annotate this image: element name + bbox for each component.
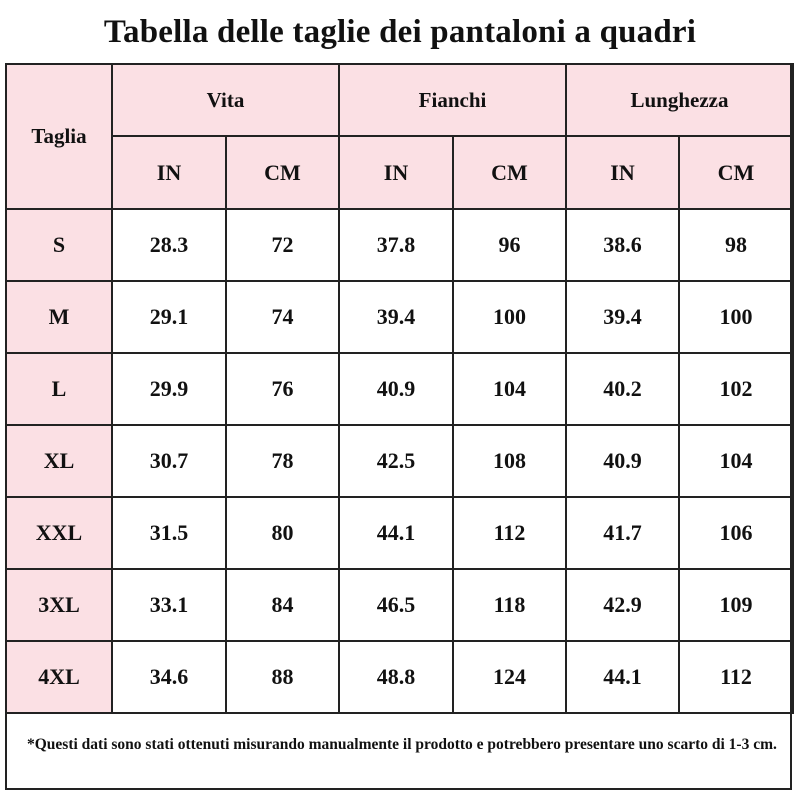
- measurement-cell: 104: [453, 353, 566, 425]
- measurement-cell: 80: [226, 497, 339, 569]
- unit-header: CM: [226, 136, 339, 209]
- measurement-cell: 41.7: [566, 497, 679, 569]
- measurement-cell: 76: [226, 353, 339, 425]
- measurement-cell: 29.9: [112, 353, 226, 425]
- table-outer-border: [5, 63, 792, 790]
- measurement-cell: 42.9: [566, 569, 679, 641]
- measurement-cell: 30.7: [112, 425, 226, 497]
- measurement-cell: 109: [679, 569, 793, 641]
- unit-header: CM: [453, 136, 566, 209]
- measurement-cell: 40.9: [339, 353, 453, 425]
- group-header-vita: Vita: [112, 64, 339, 136]
- measurement-cell: 29.1: [112, 281, 226, 353]
- unit-header: CM: [679, 136, 793, 209]
- size-label-cell: 4XL: [6, 641, 112, 713]
- size-label-cell: M: [6, 281, 112, 353]
- measurement-cell: 44.1: [566, 641, 679, 713]
- measurement-cell: 39.4: [566, 281, 679, 353]
- measurement-cell: 37.8: [339, 209, 453, 281]
- measurement-cell: 118: [453, 569, 566, 641]
- unit-header: IN: [339, 136, 453, 209]
- measurement-cell: 44.1: [339, 497, 453, 569]
- measurement-cell: 39.4: [339, 281, 453, 353]
- measurement-cell: 34.6: [112, 641, 226, 713]
- measurement-cell: 88: [226, 641, 339, 713]
- measurement-cell: 112: [679, 641, 793, 713]
- size-label-cell: 3XL: [6, 569, 112, 641]
- size-label-cell: S: [6, 209, 112, 281]
- measurement-cell: 78: [226, 425, 339, 497]
- measurement-cell: 98: [679, 209, 793, 281]
- measurement-cell: 102: [679, 353, 793, 425]
- measurement-cell: 96: [453, 209, 566, 281]
- measurement-cell: 104: [679, 425, 793, 497]
- group-header-lunghezza: Lunghezza: [566, 64, 793, 136]
- measurement-cell: 28.3: [112, 209, 226, 281]
- chart-title: Tabella delle taglie dei pantaloni a quadri: [103, 14, 697, 50]
- measurement-cell: 108: [453, 425, 566, 497]
- measurement-cell: 33.1: [112, 569, 226, 641]
- group-header-fianchi: Fianchi: [339, 64, 566, 136]
- measurement-cell: 100: [453, 281, 566, 353]
- measurement-cell: 31.5: [112, 497, 226, 569]
- unit-header: IN: [112, 136, 226, 209]
- measurement-cell: 112: [453, 497, 566, 569]
- measurement-cell: 40.2: [566, 353, 679, 425]
- size-label-cell: XXL: [6, 497, 112, 569]
- measurement-cell: 48.8: [339, 641, 453, 713]
- measurement-cell: 42.5: [339, 425, 453, 497]
- size-label-cell: XL: [6, 425, 112, 497]
- measurement-cell: 106: [679, 497, 793, 569]
- measurement-cell: 100: [679, 281, 793, 353]
- unit-header: IN: [566, 136, 679, 209]
- measurement-cell: 72: [226, 209, 339, 281]
- measurement-cell: 38.6: [566, 209, 679, 281]
- measurement-cell: 74: [226, 281, 339, 353]
- measurement-cell: 46.5: [339, 569, 453, 641]
- measurement-cell: 40.9: [566, 425, 679, 497]
- size-column-header: Taglia: [6, 64, 112, 209]
- measurement-cell: 124: [453, 641, 566, 713]
- measurement-note: *Questi dati sono stati ottenuti misurando manualmente il prodotto e potrebbero presentare uno scarto di 1-3 cm.: [27, 736, 777, 753]
- measurement-cell: 84: [226, 569, 339, 641]
- size-label-cell: L: [6, 353, 112, 425]
